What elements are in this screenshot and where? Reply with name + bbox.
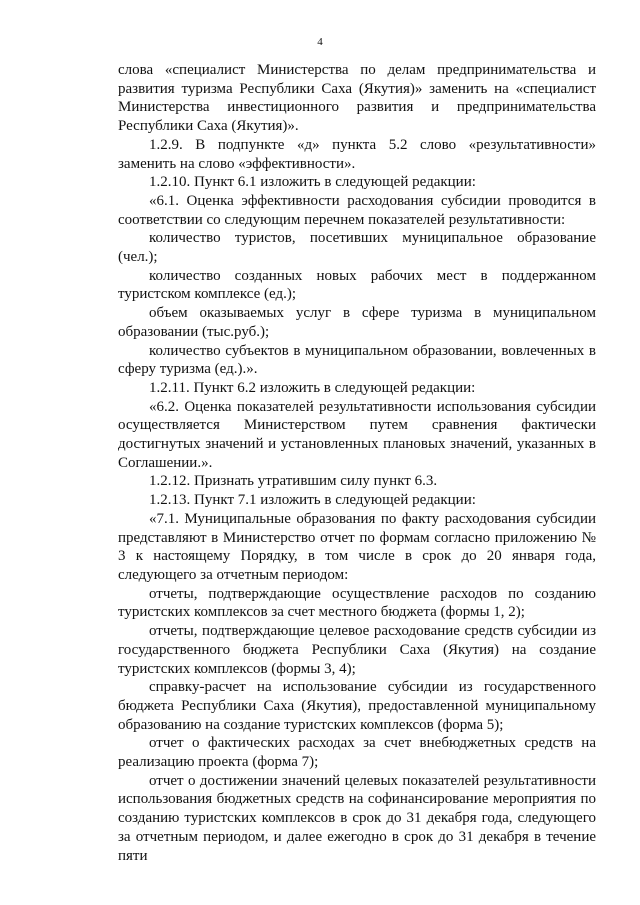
page-number: 4 (317, 36, 323, 48)
document-body (118, 61, 596, 865)
paragraph: «6.1. Оценка эффективности расходования субсидии проводится в соответствии со следующим перечнем показателей результативности: (118, 192, 596, 228)
paragraph: объем оказываемых услуг в сфере туризма в муниципальном образовании (тыс.руб.); (118, 305, 596, 340)
paragraph: количество созданных новых рабочих мест в поддержанном туристском комплексе (ед.); (118, 267, 596, 303)
paragraph: количество субъектов в муниципальном образовании, вовлеченных в сферу туризма (ед.).». (118, 342, 596, 378)
paragraph: справку-расчет на использование субсидии из государственного бюджета Республики Саха (Якутия), предоставленной муниципальному образованию на создание туристских комплексов (форма 5); (118, 679, 596, 733)
paragraph: отчеты, подтверждающие целевое расходование средств субсидии из государственного бюджета Республики Саха (Якутия) на создание туристских комплексов (формы 3, 4); (118, 623, 596, 677)
paragraph: отчеты, подтверждающие осуществление расходов по созданию туристских комплексов за счет местного бюджета (формы 1, 2); (118, 585, 596, 621)
paragraph: количество туристов, посетивших муниципальное образование (чел.); (118, 230, 596, 266)
paragraph: 1.2.9. В подпункте «д» пункта 5.2 слово «результативности» заменить на слово «эффективности». (118, 136, 596, 172)
paragraph: 1.2.12. Признать утратившим силу пункт 6.3. (149, 473, 438, 490)
paragraph: отчет о достижении значений целевых показателей результативности использования бюджетных средств на софинансирование мероприятия по созданию туристских комплексов в срок до 31 декабря года, следующего за отчетным периодом, и далее ежегодно в срок до 31 декабря в течение пяти (118, 772, 596, 864)
paragraph: слова «специалист Министерства по делам предпринимательства и развития туризма Республики Саха (Якутия)» заменить на «специалист Министерства инвестиционного развития и предпринимательства Республики Саха (Якутия)». (118, 62, 596, 135)
paragraph: «6.2. Оценка показателей результативности использования субсидии осуществляется Министерством путем сравнения фактически достигнутых значений и установленных плановых значений, указанных в Соглашении.». (118, 398, 596, 471)
paragraph: «7.1. Муниципальные образования по факту расходования субсидии представляют в Министерство отчет по формам согласно приложению № 3 к настоящему Порядку, в том числе в срок до 20 января года, следующего за отчетным периодом: (118, 510, 596, 583)
paragraph: отчет о фактических расходах за счет внебюджетных средств на реализацию проекта (форма 7); (118, 735, 596, 771)
paragraph: 1.2.13. Пункт 7.1 изложить в следующей редакции: (149, 492, 476, 509)
paragraph: 1.2.10. Пункт 6.1 изложить в следующей редакции: (149, 174, 476, 191)
paragraph: 1.2.11. Пункт 6.2 изложить в следующей редакции: (149, 379, 476, 396)
